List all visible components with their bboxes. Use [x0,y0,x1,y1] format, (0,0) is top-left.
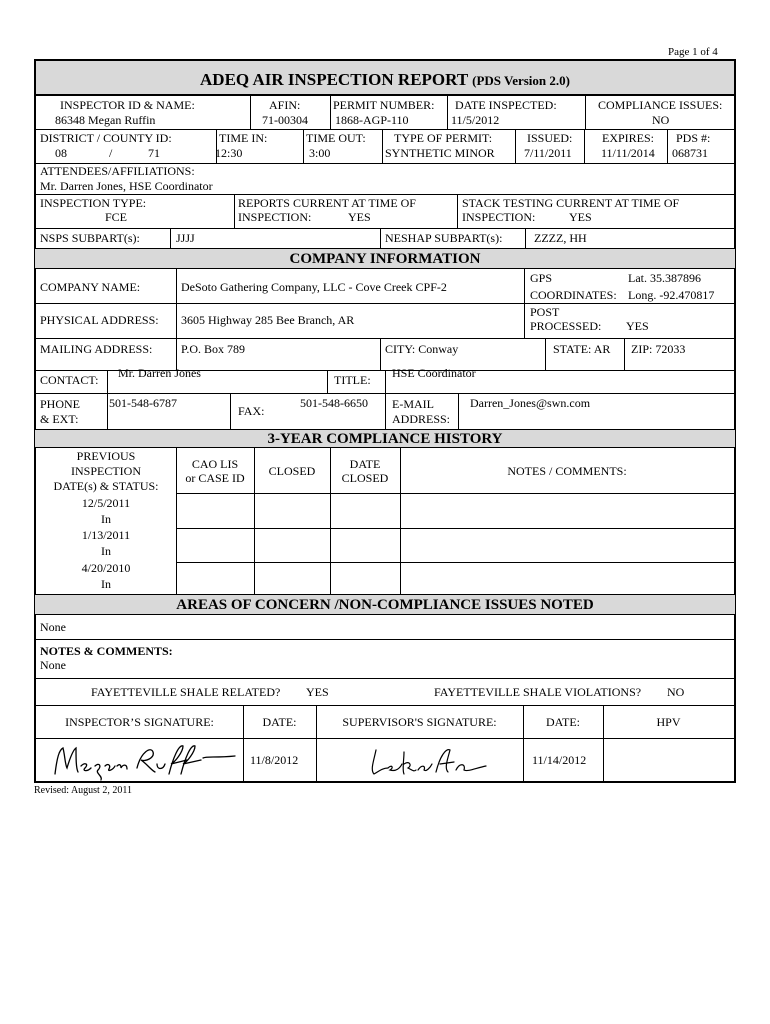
page-number: Page 1 of 4 [668,46,718,58]
stack-testing-label: STACK TESTING CURRENT AT TIME OF [462,196,680,210]
history-col-previous-1: PREVIOUS [76,449,136,463]
concerns-section-title: AREAS OF CONCERN /NON-COMPLIANCE ISSUES NOTED [176,597,594,613]
inspector-signature [45,738,240,782]
city-value: CITY: Conway [385,342,459,356]
contact-label: CONTACT: [40,373,99,387]
inspection-type-label: INSPECTION TYPE: [40,196,147,210]
company-name-label: COMPANY NAME: [40,280,141,294]
neshap-value: ZZZZ, HH [534,231,587,245]
company-section-title: COMPANY INFORMATION [289,251,481,267]
notes-comments-label: NOTES & COMMENTS: [40,644,173,658]
phone-label2: & EXT: [40,412,79,426]
time-in-label: TIME IN: [219,131,268,145]
shale-related-value: YES [306,685,329,699]
gps-label: GPS [530,271,553,285]
history-entry-status: In [101,512,111,526]
stack-testing-label2: INSPECTION: [462,210,536,224]
date-inspected-label: DATE INSPECTED: [455,98,557,112]
title-value: HSE Coordinator [392,366,476,380]
inspector-date-label: DATE: [262,715,297,729]
zip-value: ZIP: 72033 [631,342,686,356]
supervisor-signature-label: SUPERVISOR'S SIGNATURE: [342,715,497,729]
history-col-previous-3: DATE(s) & STATUS: [53,479,159,493]
history-entry-date: 12/5/2011 [81,496,131,510]
gps-long-value: Long. -92.470817 [628,288,715,302]
history-entry-status: In [101,577,111,591]
fax-value: 501-548-6650 [300,396,368,410]
nsps-value: JJJJ [176,231,195,245]
email-value: Darren_Jones@swn.com [470,396,591,410]
district-value: 08 [55,146,67,160]
pds-label: PDS #: [676,131,711,145]
time-in-value: 12:30 [215,146,243,160]
report-title-band [34,59,736,96]
physical-address-value: 3605 Highway 285 Bee Branch, AR [181,313,355,327]
hpv-label: HPV [656,715,681,729]
compliance-issues-value: NO [652,113,670,127]
issued-label: ISSUED: [527,131,573,145]
history-col-cao-1: CAO LIS [191,457,239,471]
issued-value: 7/11/2011 [524,146,572,160]
reports-current-label: REPORTS CURRENT AT TIME OF [238,196,416,210]
attendees-value: Mr. Darren Jones, HSE Coordinator [40,179,213,193]
company-section-band [34,248,736,269]
history-col-cao-2: or CASE ID [185,471,245,485]
history-entry-date: 1/13/2011 [81,528,131,542]
report-version: (PDS Version 2.0) [472,73,570,88]
expires-value: 11/11/2014 [601,146,655,160]
shale-violations-value: NO [667,685,685,699]
county-value: 71 [148,146,160,160]
history-col-date-closed-1: DATE [349,457,381,471]
mailing-address-value: P.O. Box 789 [181,342,246,356]
inspector-signature-date: 11/8/2012 [250,753,299,767]
inspector-label: INSPECTOR ID & NAME: [60,98,195,112]
history-entry-status: In [101,544,111,558]
fax-label: FAX: [238,404,265,418]
mailing-address-label: MAILING ADDRESS: [40,342,153,356]
date-inspected-value: 11/5/2012 [451,113,500,127]
stack-testing-value: YES [569,210,592,224]
history-col-notes: NOTES / COMMENTS: [507,464,627,478]
attendees-label: ATTENDEES/AFFILIATIONS: [40,164,195,178]
email-label: E-MAIL [392,397,434,411]
time-out-label: TIME OUT: [306,131,366,145]
contact-value: Mr. Darren Jones [118,366,201,380]
district-county-slash: / [109,146,113,160]
compliance-issues-label: COMPLIANCE ISSUES: [598,98,723,112]
email-label2: ADDRESS: [392,412,451,426]
reports-current-value: YES [348,210,371,224]
history-col-previous-2: INSPECTION [70,464,141,478]
shale-related-label: FAYETTEVILLE SHALE RELATED? [91,685,281,699]
afin-value: 71-00304 [262,113,308,127]
inspector-signature-label: INSPECTOR’S SIGNATURE: [65,715,214,729]
concerns-value: None [40,620,66,634]
supervisor-date-label: DATE: [546,715,580,729]
gps-lat-value: Lat. 35.387896 [628,271,701,285]
pds-value: 068731 [672,146,708,160]
gps-label2: COORDINATES: [530,288,617,302]
post-processed-label2: PROCESSED: [530,319,602,333]
neshap-label: NESHAP SUBPART(s): [385,231,503,245]
supervisor-signature [360,742,490,780]
company-name-value: DeSoto Gathering Company, LLC - Cove Creek CPF-2 [181,280,447,294]
permit-number-value: 1868-AGP-110 [335,113,409,127]
revised-date: Revised: August 2, 2011 [34,785,132,796]
history-entry-date: 4/20/2010 [81,561,131,575]
reports-current-label2: INSPECTION: [238,210,312,224]
notes-comments-value: None [40,658,66,672]
permit-number-label: PERMIT NUMBER: [333,98,435,112]
post-processed-label: POST [530,305,560,319]
nsps-label: NSPS SUBPART(s): [40,231,140,245]
district-county-label: DISTRICT / COUNTY ID: [40,131,172,145]
history-section-band [34,429,736,448]
physical-address-label: PHYSICAL ADDRESS: [40,313,159,327]
state-value: STATE: AR [553,342,611,356]
phone-label: PHONE [40,397,81,411]
inspection-type-value: FCE [105,210,128,224]
type-of-permit-value: SYNTHETIC MINOR [385,146,495,160]
history-col-closed: CLOSED [268,464,316,478]
report-title: ADEQ AIR INSPECTION REPORT (PDS Version 2.0) [200,70,570,89]
inspector-value: 86348 Megan Ruffin [55,113,156,127]
supervisor-signature-date: 11/14/2012 [532,753,587,767]
time-out-value: 3:00 [309,146,331,160]
afin-label: AFIN: [269,98,301,112]
history-col-date-closed-2: CLOSED [341,471,389,485]
shale-violations-label: FAYETTEVILLE SHALE VIOLATIONS? [434,685,642,699]
phone-value: 501-548-6787 [109,396,177,410]
title-label: TITLE: [334,373,371,387]
concerns-section-band [34,594,736,615]
expires-label: EXPIRES: [602,131,655,145]
post-processed-value: YES [626,319,649,333]
type-of-permit-label: TYPE OF PERMIT: [394,131,493,145]
history-section-title: 3-YEAR COMPLIANCE HISTORY [267,431,503,447]
